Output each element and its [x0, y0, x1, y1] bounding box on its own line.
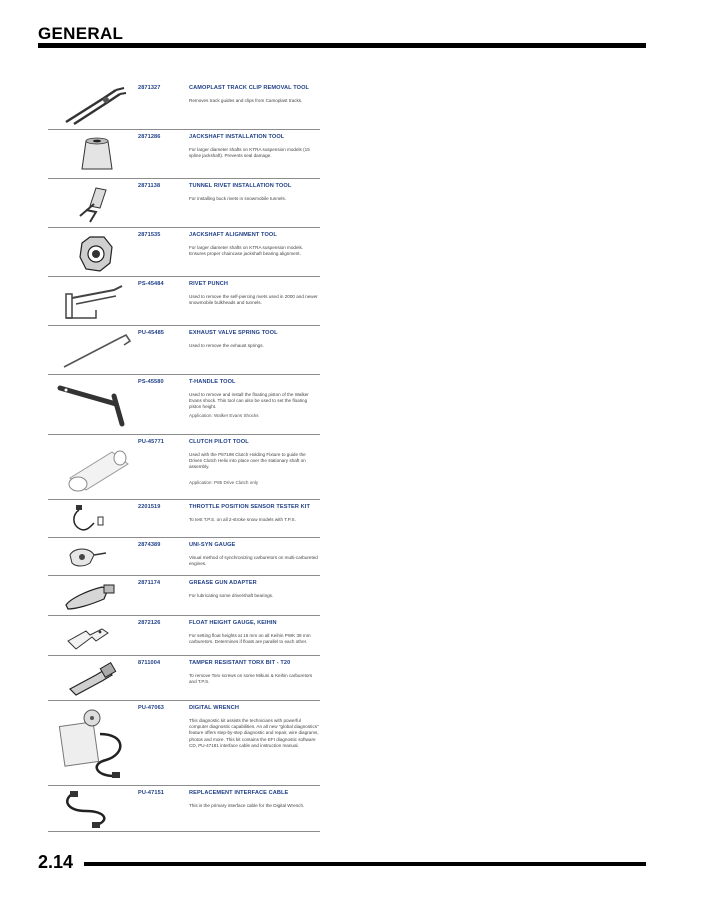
tool-description: This diagnostic kit assists the technicians with powerful computer diagnostic capabilities. An all new "global diagnostics" feature offers step-by-step diagnostic and repair, wire diagrams, photos and more. This kit contains the EFI diagnostic software CD, PU-47181 interface cable and instruction manual. [189, 718, 319, 748]
part-number: 2871138 [138, 183, 161, 189]
part-number: 2874389 [138, 542, 161, 548]
part-number: 2872126 [138, 620, 161, 626]
section-title: GENERAL [38, 24, 124, 43]
tool-name: FLOAT HEIGHT GAUGE, KEIHIN [189, 620, 277, 626]
tool-description: Used to remove the self-piercing rivets used in 2000 and newer snowmobile bulkheads and tunnels. [189, 294, 318, 306]
tool-name: T-HANDLE TOOL [189, 379, 236, 385]
tool-row [48, 499, 320, 538]
tool-description: Used with the P87198 Clutch Holding Fixture to guide the Driven Clutch Helix into place over the stationary shaft on assembly. [189, 452, 306, 470]
tool-description: Visual method of synchronizing carburetors on multi-carbureted engines. [189, 555, 318, 567]
tool-description: Removes track guides and clips from Camoplast tracks. [189, 98, 303, 103]
digital-wrench-kit-icon [56, 704, 136, 782]
tool-row [48, 615, 320, 656]
tool-row [48, 129, 320, 179]
tool-application: Application: P85 Drive Clutch only [189, 480, 259, 485]
tool-name: DIGITAL WRENCH [189, 705, 239, 711]
torx-bit-icon [56, 659, 136, 697]
tps-tester-kit-icon [56, 503, 136, 535]
tool-application: Application: Walker Evans Shocks [189, 413, 259, 418]
tool-description: For lubricating some drive/shaft bearings. [189, 593, 274, 598]
tool-description: This is the primary interface cable for the Digital Wrench. [189, 803, 305, 808]
part-number: 2871174 [138, 580, 161, 586]
tool-description: For installing buck rivets in snowmobile tunnels. [189, 196, 287, 201]
tool-name: REPLACEMENT INTERFACE CABLE [189, 790, 289, 796]
part-number: 2871535 [138, 232, 161, 238]
jackshaft-installation-tool-icon [56, 133, 136, 175]
tool-description: To remove Torx screws on some Mikuni & Keihin carburetors and T.P.S. [189, 673, 313, 685]
uni-syn-gauge-icon [56, 541, 136, 573]
tool-description: To test T.P.S. on all 2-stroke snow models with T.P.S. [189, 517, 296, 522]
tool-name: JACKSHAFT ALIGNMENT TOOL [189, 232, 277, 238]
part-number: PU-47063 [138, 705, 164, 711]
tool-row [48, 575, 320, 616]
grease-gun-adapter-icon [56, 579, 136, 613]
part-number: 2201519 [138, 504, 161, 510]
tool-row [48, 434, 320, 500]
tunnel-rivet-tool-icon [56, 182, 136, 224]
tool-name: CAMOPLAST TRACK CLIP REMOVAL TOOL [189, 85, 310, 91]
tool-row [48, 700, 320, 786]
part-number: PU-45485 [138, 330, 164, 336]
tool-row [48, 80, 320, 130]
tool-description: For larger diameter shafts on KTRA suspension models. Ensures proper chaincase jackshaft bearing alignment. [189, 245, 304, 257]
tool-row [48, 374, 320, 435]
part-number: 2871327 [138, 85, 161, 91]
tool-name: EXHAUST VALVE SPRING TOOL [189, 330, 278, 336]
tool-row [48, 227, 320, 277]
footer-rule [84, 862, 646, 866]
tool-row [48, 655, 320, 701]
float-height-gauge-icon [56, 619, 136, 653]
tool-description: Used to remove the exhaust springs. [189, 343, 264, 348]
page-number: 2.14 [38, 852, 74, 872]
tool-name: RIVET PUNCH [189, 281, 229, 287]
track-clip-removal-tool-icon [56, 84, 136, 126]
tool-description: For setting float heights at 16 mm on all Keihin PWK 39 mm carburetors. Determines if floats are parallel to each other. [189, 633, 311, 645]
tool-row [48, 325, 320, 375]
part-number: 8711004 [138, 660, 161, 666]
tool-name: UNI-SYN GAUGE [189, 542, 236, 548]
tool-description: For larger diameter shafts on KTRA suspension models (15 spline jackshaft). Prevents seal damage. [189, 147, 310, 159]
tool-row [48, 537, 320, 576]
t-handle-tool-icon [56, 378, 136, 431]
tool-name: THROTTLE POSITION SENSOR TESTER KIT [189, 504, 310, 510]
tool-row [48, 178, 320, 228]
part-number: PS-45484 [138, 281, 164, 287]
interface-cable-icon [56, 789, 136, 829]
clutch-pilot-tool-icon [56, 438, 136, 496]
part-number: 2871286 [138, 134, 161, 140]
tool-description: Used to remove and install the floating piston of the Walker Evans shock. This tool can also be used to set the floating piston height. [189, 392, 309, 410]
tool-name: TAMPER RESISTANT TORX BIT - T20 [189, 660, 291, 666]
tool-name: GREASE GUN ADAPTER [189, 580, 257, 586]
part-number: PU-45771 [138, 439, 164, 445]
tool-name: JACKSHAFT INSTALLATION TOOL [189, 134, 285, 140]
tool-name: TUNNEL RIVET INSTALLATION TOOL [189, 183, 292, 189]
tool-name: CLUTCH PILOT TOOL [189, 439, 249, 445]
rivet-punch-icon [56, 280, 136, 322]
header-rule [38, 43, 646, 48]
tool-row [48, 276, 320, 326]
part-number: PS-45580 [138, 379, 164, 385]
tool-row [48, 785, 320, 832]
part-number: PU-47151 [138, 790, 164, 796]
exhaust-valve-spring-tool-icon [56, 329, 136, 371]
jackshaft-alignment-tool-icon [56, 231, 136, 273]
